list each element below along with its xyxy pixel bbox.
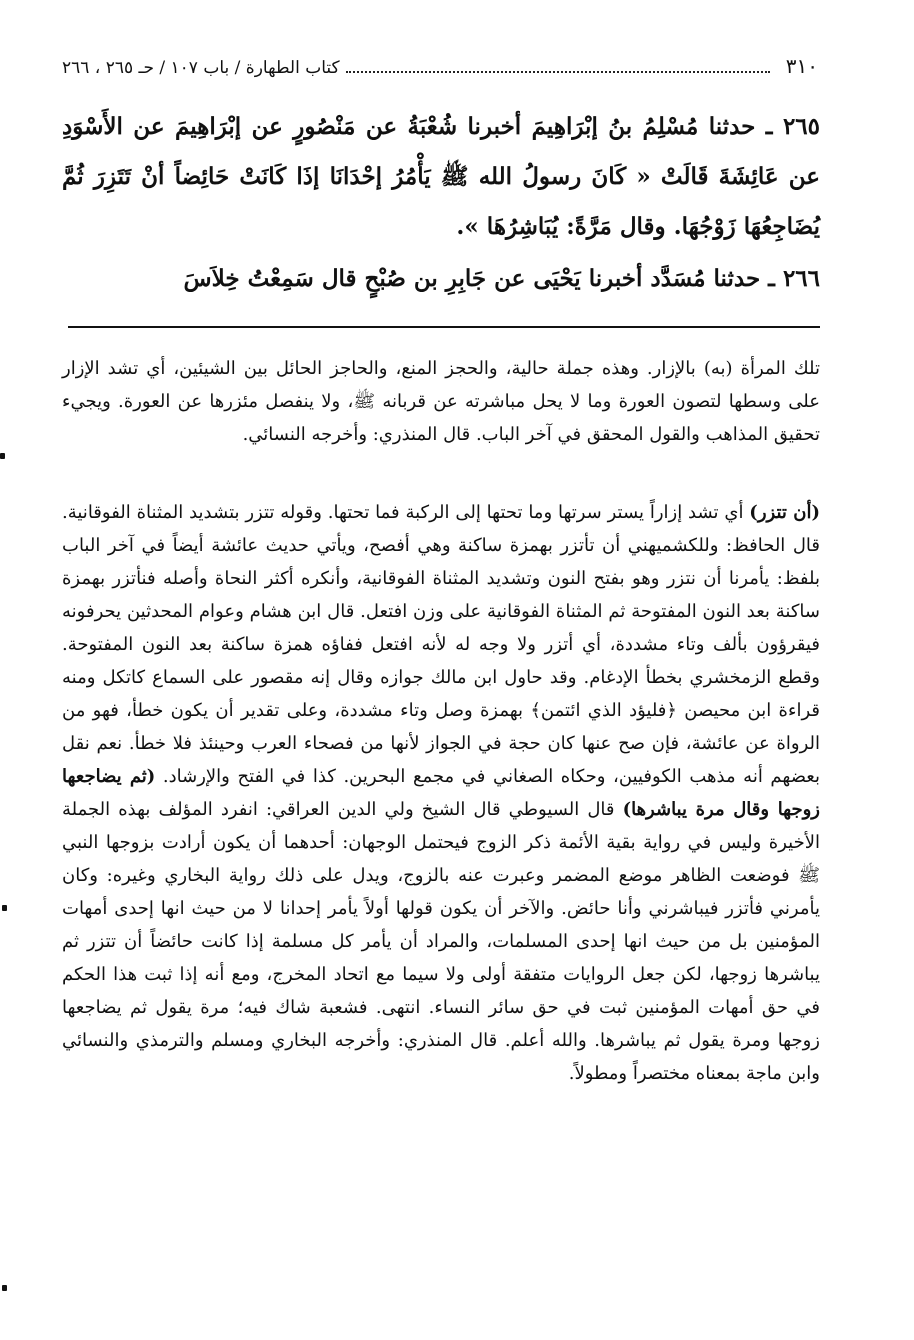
commentary-lemma: (ثم يضاجعها زوجها وقال مرة يباشرها) <box>62 766 820 820</box>
header-leader-dots <box>346 70 770 73</box>
text-commentary-divider <box>68 326 820 328</box>
page-number: ٣١٠ <box>785 54 818 78</box>
commentary-text: قال السيوطي قال الشيخ ولي الدين العراقي: انفرد المؤلف بهذه الجملة الأخيرة وليس في رواية بقية الأئمة ذكر الزوج فيحتمل الوجهان: أحدهما أن يكون أرادت بزوجها النبي ﷺ فوضعت الظاهر موضع المضمر وعبرت عنه بالزوج، ويدل على ذلك رواية البخاري وغيره: وكان يأمرني فأتزر فيباشرني وأنا حائض. والآخر أن يكون قولها أولاً يأمر إحدانا لا من حيث انها إحدى أمهات المؤمنين بل من حيث انها إحدى المسلمات، والمراد أن يأمر كل مسلمة إذا كانت حائضاً أن تتزر ثم يباشرها زوجها، لكن جعل الروايات متفقة أولى ولا سيما مع اتحاد المخرج، ومع أنه إذا ثبت هذا الحكم في حق أمهات المؤمنين ثبت في حق سائر النساء. انتهى. فشعبة شاك فيه؛ مرة يقول ثم يضاجعها زوجها ومرة يقول ثم يباشرها. والله أعلم. قال المنذري: وأخرجه البخاري ومسلم والترمذي والنسائي وابن ماجة بمعناه مختصراً ومطولاً. <box>62 799 820 1084</box>
running-head: كتاب الطهارة / باب ١٠٧ / حـ ٢٦٥ ، ٢٦٦ <box>62 58 340 78</box>
hadith-265 <box>62 102 820 252</box>
page-header <box>62 54 818 84</box>
hadith-number: ٢٦٥ <box>782 113 820 140</box>
commentary-lemma: (أن تتزر) <box>749 502 820 523</box>
scan-margin-mark <box>0 453 5 459</box>
commentary-text: أي تشد إزاراً يستر سرتها وما تحتها إلى الركبة فما تحتها. وقوله تتزر بتشديد المثناة الفوقانية. قال الحافظ: وللكشميهني أن تأتزر بهمزة ساكنة وهي أفصح، ويأتي حديث عائشة أيضاً في آخر الباب بلفظ: يأمرنا أن نتزر وهو بفتح النون وتشديد المثناة الفوقانية، وأنكره أكثر النحاة وأصله فنأتزر بهمزة ساكنة بعد النون المفتوحة ثم المثناة الفوقانية على وزن افتعل. قال ابن هشام وعوام المحدثين يحرفونه فيقرؤون بألف وتاء مشددة، أي أتزر ولا وجه له لأنه افتعل ففاؤه همزة ساكنة بعد النون المفتوحة. وقطع الزمخشري بخطأ الإدغام. وقد حاول ابن مالك جوازه وقال إنه مقصور على السماع كاتكل ومنه قراءة ابن محيصن ﴿فليؤد الذي ائتمن﴾ بهمزة وصل وتاء مشددة، وعلى تقدير أن يكون خطأ، فهو من الرواة عن عائشة، فإن صح عنها كان حجة في الجواز لأنها من فصحاء العرب وحينئذ فلا خطأ. نعم نقل بعضهم أنه مذهب الكوفيين، وحكاه الصغاني في مجمع البحرين. كذا في الفتح والإرشاد. <box>62 502 820 787</box>
scan-margin-mark <box>2 905 7 911</box>
commentary-paragraph <box>62 496 820 1090</box>
scan-margin-mark <box>2 1285 7 1291</box>
commentary-text: تلك المرأة (به) بالإزار. وهذه جملة حالية، والحجز المنع، والحاجز الحائل بين الشيئين، أي تشد الإزار على وسطها لتصون العورة وما لا يحل مباشرته عن قربانه ﷺ، ولا ينفصل مئزرها عن العورة. ويجيء تحقيق المذاهب والقول المحقق في آخر الباب. قال المنذري: وأخرجه النسائي. <box>62 358 820 445</box>
hadith-text: ـ حدثنا مُسَدَّد أخبرنا يَحْيَى عن جَابِرِ بن صُبْحٍ قال سَمِعْتُ خِلاَسَ <box>183 265 775 292</box>
commentary-paragraph <box>62 352 820 451</box>
hadith-number: ٢٦٦ <box>782 265 820 292</box>
hadith-266 <box>62 254 820 304</box>
hadith-text: ـ حدثنا مُسْلِمُ بنُ إبْرَاهِيمَ أخبرنا شُعْبَةُ عن مَنْصُورٍ عن إبْرَاهِيمَ عن الأَسْوَدِ عن عَائِشَةَ قَالَتْ « كَانَ رسولُ الله ﷺ يَأْمُرُ إحْدَانَا إذَا كَانَتْ حَائِضاً أنْ تَتَزِرَ ثُمَّ يُضَاجِعُهَا زَوْجُهَا. وقال مَرَّةً: يُبَاشِرُهَا ». <box>62 113 820 240</box>
